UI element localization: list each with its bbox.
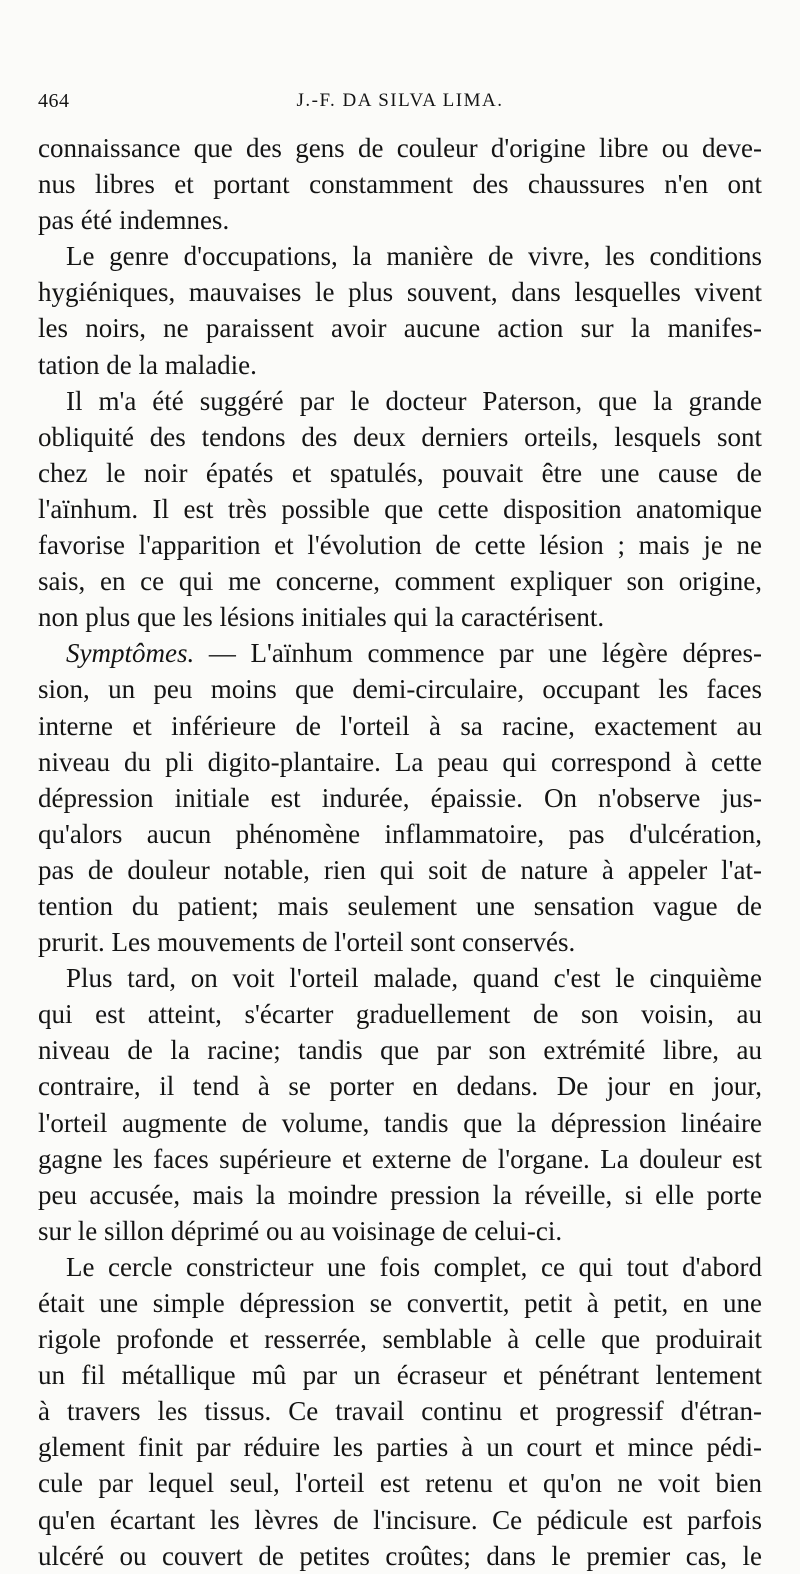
text-line: non plus que les lésions initiales qui la caractérisent.: [38, 602, 605, 633]
text-line: prurit. Les mouvements de l'orteil sont conservés.: [38, 927, 576, 958]
text-line: tation de la maladie.: [38, 349, 257, 380]
text-line-rest: — L'aïnhum commence par une légère dépres-: [194, 638, 762, 669]
text-line: pas été indemnes.: [38, 205, 230, 236]
text-line: était une simple dépression se convertit, petit à petit, en une: [38, 1288, 762, 1318]
text-line: connaissance que des gens de couleur d'origine libre ou deve-: [38, 133, 762, 163]
paragraph-3: [38, 383, 762, 636]
text-line: sion, un peu moins que demi-circulaire, occupant les faces: [38, 674, 762, 705]
text-line: l'aïnhum. Il est très possible que cette disposition anatomique: [38, 493, 762, 524]
paragraph-1: [38, 130, 762, 238]
text-line: chez le noir épatés et spatulés, pouvait être une cause de: [38, 457, 762, 488]
text-line: Le cercle constricteur une fois complet, ce qui tout d'abord: [66, 1251, 762, 1282]
book-page: [38, 84, 762, 1574]
text-line: glement finit par réduire les parties à un court et mince pédi-: [38, 1432, 762, 1463]
text-line: Le genre d'occupations, la manière de vivre, les conditions: [66, 241, 762, 272]
text-line: obliquité des tendons des deux derniers orteils, lesquels sont: [38, 421, 762, 452]
text-line: [38, 635, 762, 671]
text-line: qui est atteint, s'écarter graduellement de son voisin, au: [38, 999, 762, 1030]
page-number: 464: [38, 90, 70, 112]
text-line: Plus tard, on voit l'orteil malade, quand c'est le cinquième: [66, 963, 762, 994]
running-header: [38, 84, 762, 124]
text-line: les noirs, ne paraissent avoir aucune action sur la manifes-: [38, 313, 762, 344]
text-line: qu'alors aucun phénomène inflammatoire, pas d'ulcération,: [38, 818, 762, 849]
text-line: favorise l'apparition et l'évolution de cette lésion ; mais je ne: [38, 530, 762, 561]
text-line: rigole profonde et resserrée, semblable à celle que produirait: [38, 1324, 762, 1355]
section-heading-symptomes: Symptômes.: [66, 638, 195, 669]
paragraph-4: [38, 635, 762, 960]
text-line: cule par lequel seul, l'orteil est retenu et qu'on ne voit bien: [38, 1468, 762, 1499]
text-line: sais, en ce qui me concerne, comment expliquer son origine,: [38, 566, 762, 597]
paragraph-2: [38, 238, 762, 382]
paragraph-5: [38, 960, 762, 1249]
paragraph-6: [38, 1249, 762, 1574]
text-line: ulcéré ou couvert de petites croûtes; dans le premier cas, le: [38, 1540, 762, 1571]
text-line: hygiéniques, mauvaises le plus souvent, dans lesquelles vivent: [38, 277, 762, 308]
text-line: contraire, il tend à se porter en dedans. De jour en jour,: [38, 1071, 762, 1102]
text-line: tention du patient; mais seulement une sensation vague de: [38, 890, 762, 921]
text-line: gagne les faces supérieure et externe de l'organe. La douleur est: [38, 1143, 762, 1174]
running-title: J.-F. DA SILVA LIMA.: [296, 90, 504, 111]
text-line: à travers les tissus. Ce travail continu et progressif d'étran-: [38, 1396, 762, 1427]
text-line: interne et inférieure de l'orteil à sa racine, exactement au: [38, 710, 762, 741]
text-line: sur le sillon déprimé ou au voisinage de celui-ci.: [38, 1215, 563, 1246]
text-line: un fil métallique mû par un écraseur et pénétrant lentement: [38, 1360, 762, 1391]
body-text: [38, 130, 762, 1574]
text-line: niveau du pli digito-plantaire. La peau qui correspond à cette: [38, 746, 762, 777]
text-line: peu accusée, mais la moindre pression la réveille, si elle porte: [38, 1179, 762, 1210]
text-line: niveau de la racine; tandis que par son extrémité libre, au: [38, 1035, 762, 1066]
text-line: dépression initiale est indurée, épaissie. On n'observe jus-: [38, 782, 762, 813]
text-line: pas de douleur notable, rien qui soit de nature à appeler l'at-: [38, 854, 762, 885]
text-line: l'orteil augmente de volume, tandis que la dépression linéaire: [38, 1107, 762, 1138]
text-line: Il m'a été suggéré par le docteur Paterson, que la grande: [66, 385, 762, 416]
text-line: nus libres et portant constamment des chaussures n'en ont: [38, 169, 762, 200]
text-line: qu'en écartant les lèvres de l'incisure. Ce pédicule est parfois: [38, 1504, 762, 1535]
